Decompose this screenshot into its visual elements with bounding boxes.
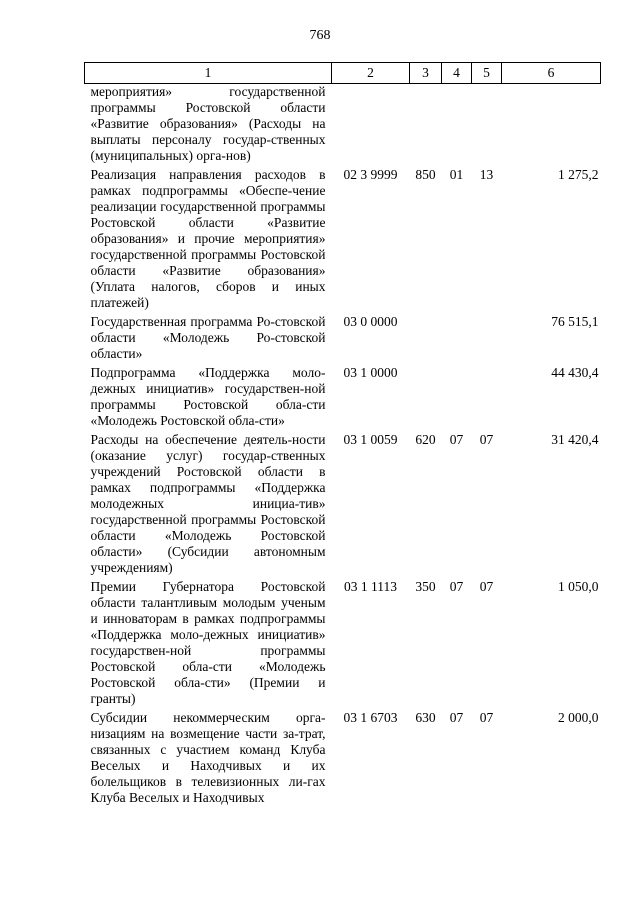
row-name: Реализация направления расходов в рамках подпрограммы «Обеспе-чение реализации государственной программы Ростовской области «Развитие образования» и прочие мероприятия» государственной программы Ростовской области «Развитие образования» (Уплата налогов, сборов и иных платежей) — [90, 167, 326, 310]
row-name: Премии Губернатора Ростовской области талантливым молодым ученым и инноваторам в рамках подпрограммы «Поддержка моло-дежных инициатив» государствен-ной программы Ростовской обла-сти «Молодежь Ростовской обла-сти» (Премии и гранты) — [90, 579, 326, 706]
row-name: Государственная программа Ро-стовской области «Молодежь Ро-стовской области» — [90, 314, 326, 361]
budget-table — [84, 62, 601, 806]
table-header-row — [85, 63, 601, 84]
row-section: 07 — [449, 579, 464, 594]
row-name: Подпрограмма «Поддержка моло-дежных инициатив» государствен-ной программы Ростовской обла-сти «Молодежь Ростовской обла-сти» — [90, 365, 326, 428]
table-row — [85, 164, 601, 311]
row-target-code — [332, 84, 410, 165]
row-expense-type — [410, 311, 442, 362]
row-target-code: 03 1 0000 — [343, 365, 398, 380]
row-section — [442, 362, 472, 429]
table-row — [85, 576, 601, 707]
row-target-code: 03 1 1113 — [344, 579, 397, 594]
row-amount — [502, 84, 601, 165]
table-row — [85, 311, 601, 362]
row-target-code: 02 3 9999 — [343, 167, 398, 182]
table-row — [85, 707, 601, 806]
row-subsection — [472, 311, 502, 362]
row-expense-type: 350 — [415, 579, 436, 594]
row-section: 07 — [449, 710, 464, 725]
row-amount: 76 515,1 — [551, 314, 599, 329]
row-target-code: 03 1 0059 — [343, 432, 398, 447]
row-name: Расходы на обеспечение деятель-ности (оказание услуг) государ-ственных учреждений Ростовской области в рамках подпрограммы «Поддержка молодежных инициа-тив» государственной программы Ростовской области «Молодежь Ростовской области» (Субсидии автономным учреждениям) — [90, 432, 326, 575]
table-row — [85, 362, 601, 429]
row-subsection: 07 — [479, 432, 494, 447]
row-section — [442, 84, 472, 165]
row-target-code: 03 0 0000 — [343, 314, 398, 329]
row-amount: 44 430,4 — [551, 365, 599, 380]
row-expense-type: 630 — [415, 710, 436, 725]
row-subsection: 13 — [479, 167, 494, 182]
table-row — [85, 84, 601, 165]
row-name: мероприятия» государственной программы Ростовской области «Развитие образования» (Расходы на выплаты персоналу государ-ственных (муниципальных) орга-нов) — [90, 84, 326, 163]
row-subsection: 07 — [479, 710, 494, 725]
row-amount: 1 275,2 — [558, 167, 599, 182]
column-header-5: 5 — [472, 63, 502, 84]
row-amount: 31 420,4 — [551, 432, 599, 447]
column-header-2: 2 — [332, 63, 410, 84]
row-amount: 1 050,0 — [558, 579, 599, 594]
row-amount: 2 000,0 — [558, 710, 599, 725]
row-target-code: 03 1 6703 — [343, 710, 398, 725]
row-subsection: 07 — [479, 579, 494, 594]
row-subsection — [472, 362, 502, 429]
column-header-4: 4 — [442, 63, 472, 84]
row-expense-type — [410, 84, 442, 165]
column-header-3: 3 — [410, 63, 442, 84]
row-section: 01 — [449, 167, 464, 182]
table-row — [85, 429, 601, 576]
row-section — [442, 311, 472, 362]
row-subsection — [472, 84, 502, 165]
page-number: 768 — [309, 28, 331, 43]
row-expense-type: 620 — [415, 432, 436, 447]
row-expense-type: 850 — [415, 167, 436, 182]
row-section: 07 — [449, 432, 464, 447]
column-header-1: 1 — [85, 63, 332, 84]
row-expense-type — [410, 362, 442, 429]
column-header-6: 6 — [502, 63, 601, 84]
row-name: Субсидии некоммерческим орга-низациям на возмещение части за-трат, связанных с участием команд Клуба Веселых и Находчивых и их болельщиков в телевизионных ли-гах Клуба Веселых и Находчивых — [90, 710, 326, 805]
